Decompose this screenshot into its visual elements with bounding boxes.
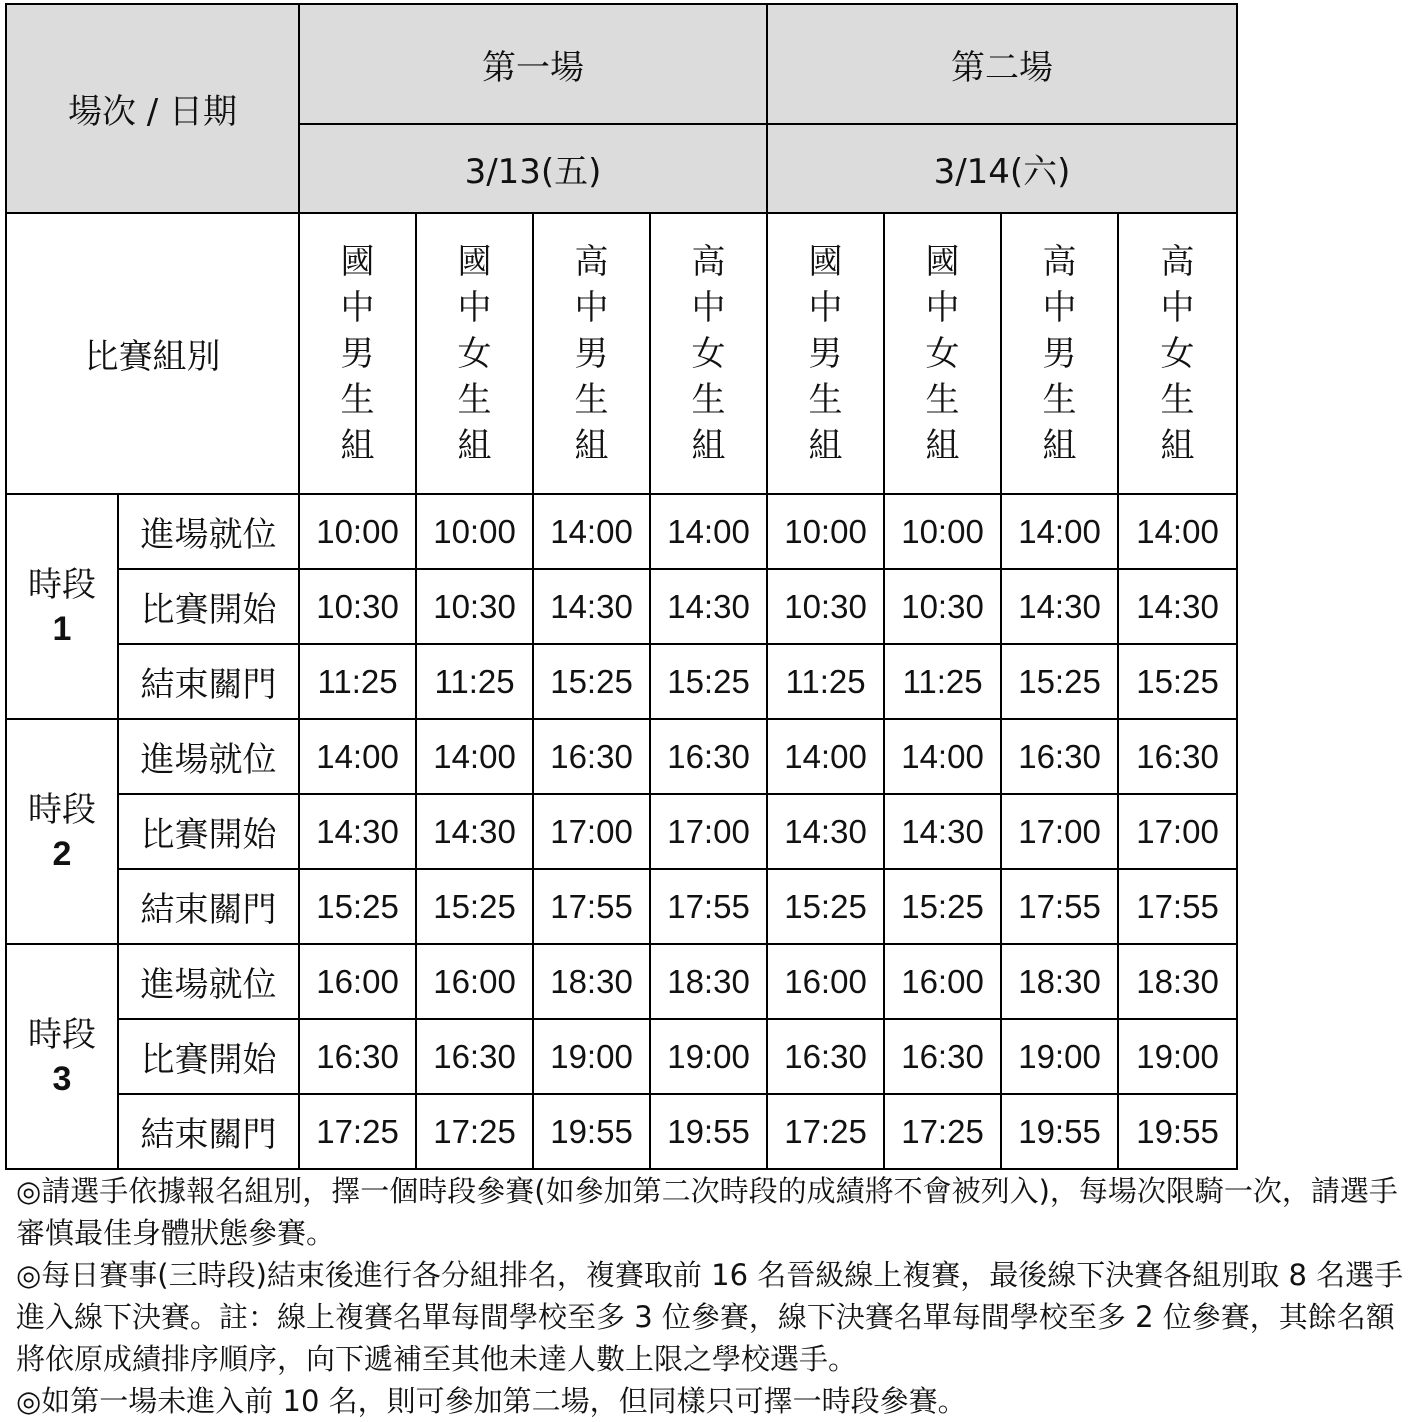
group-name <box>300 239 415 469</box>
time-cell: 14:00 <box>1001 494 1118 569</box>
slot-row <box>6 719 1237 794</box>
group-char: 生 <box>457 379 492 420</box>
group-char: 中 <box>808 287 843 328</box>
time-cell: 19:55 <box>650 1094 767 1169</box>
session-2-date: 3/14(六) <box>767 124 1237 213</box>
slot-row <box>6 1019 1237 1094</box>
time-cell: 16:00 <box>299 944 416 1019</box>
time-cell: 14:00 <box>299 719 416 794</box>
group-col-8 <box>1118 213 1237 494</box>
group-char: 組 <box>1042 425 1077 466</box>
activity-cell: 比賽開始 <box>118 794 299 869</box>
time-cell: 17:25 <box>416 1094 533 1169</box>
time-cell: 16:30 <box>884 1019 1001 1094</box>
time-cell: 14:30 <box>1001 569 1118 644</box>
group-header: 比賽組別 <box>6 213 299 494</box>
time-cell: 17:00 <box>650 794 767 869</box>
slot-row <box>6 644 1237 719</box>
group-name <box>1002 239 1117 469</box>
time-cell: 11:25 <box>884 644 1001 719</box>
group-char: 男 <box>574 333 609 374</box>
group-name <box>534 239 649 469</box>
time-cell: 18:30 <box>650 944 767 1019</box>
time-cell: 15:25 <box>1001 644 1118 719</box>
group-col-3 <box>533 213 650 494</box>
time-cell: 19:00 <box>1001 1019 1118 1094</box>
group-name <box>885 239 1000 469</box>
time-cell: 10:00 <box>299 494 416 569</box>
time-cell: 10:00 <box>767 494 884 569</box>
group-char: 高 <box>1160 241 1195 282</box>
group-char: 中 <box>691 287 726 328</box>
group-char: 組 <box>925 425 960 466</box>
activity-cell: 比賽開始 <box>118 1019 299 1094</box>
time-cell: 15:25 <box>767 869 884 944</box>
time-cell: 11:25 <box>767 644 884 719</box>
time-cell: 16:30 <box>1118 719 1237 794</box>
group-char: 生 <box>925 379 960 420</box>
group-char: 高 <box>574 241 609 282</box>
group-col-1 <box>299 213 416 494</box>
time-cell: 17:55 <box>533 869 650 944</box>
time-cell: 14:00 <box>416 719 533 794</box>
time-cell: 10:30 <box>884 569 1001 644</box>
session-1-date: 3/13(五) <box>299 124 767 213</box>
time-cell: 15:25 <box>650 644 767 719</box>
time-cell: 16:00 <box>416 944 533 1019</box>
session-1-name: 第一場 <box>299 4 767 124</box>
time-cell: 14:00 <box>1118 494 1237 569</box>
group-char: 男 <box>808 333 843 374</box>
time-cell: 14:00 <box>650 494 767 569</box>
time-cell: 17:55 <box>1001 869 1118 944</box>
time-cell: 14:30 <box>650 569 767 644</box>
group-char: 組 <box>691 425 726 466</box>
group-char: 女 <box>457 333 492 374</box>
slot-row <box>6 494 1237 569</box>
activity-cell: 比賽開始 <box>118 569 299 644</box>
time-cell: 16:30 <box>767 1019 884 1094</box>
group-char: 組 <box>340 425 375 466</box>
activity-cell: 進場就位 <box>118 719 299 794</box>
time-cell: 14:30 <box>767 794 884 869</box>
time-cell: 16:30 <box>299 1019 416 1094</box>
group-char: 中 <box>1160 287 1195 328</box>
time-cell: 15:25 <box>299 869 416 944</box>
time-cell: 11:25 <box>416 644 533 719</box>
notes <box>16 1170 1416 1422</box>
activity-cell: 進場就位 <box>118 944 299 1019</box>
slot-label: 時段 <box>28 1014 96 1055</box>
group-char: 男 <box>1042 333 1077 374</box>
group-name <box>768 239 883 469</box>
time-cell: 16:30 <box>650 719 767 794</box>
time-cell: 18:30 <box>1001 944 1118 1019</box>
group-name <box>651 239 766 469</box>
time-cell: 10:00 <box>416 494 533 569</box>
slot-row <box>6 944 1237 1019</box>
group-char: 中 <box>1042 287 1077 328</box>
group-char: 國 <box>808 241 843 282</box>
note-2: ◎每日賽事(三時段)結束後進行各分組排名，複賽取前 16 名晉級線上複賽，最後線下決賽各組別取 8 名選手進入線下決賽。註：線上複賽名單每間學校至多 3 位參賽，線下決賽名單每間學校至多 2 位參賽，其餘名額將依原成績排序順序，向下遞補至其他未達人數上限之學校選手。 <box>16 1258 1404 1376</box>
time-cell: 19:00 <box>1118 1019 1237 1094</box>
slot-row <box>6 869 1237 944</box>
time-cell: 17:55 <box>1118 869 1237 944</box>
time-cell: 16:30 <box>1001 719 1118 794</box>
time-cell: 17:00 <box>533 794 650 869</box>
group-col-5 <box>767 213 884 494</box>
time-cell: 14:00 <box>533 494 650 569</box>
group-char: 中 <box>340 287 375 328</box>
group-char: 生 <box>574 379 609 420</box>
session-2-name: 第二場 <box>767 4 1237 124</box>
slot-label-cell <box>6 944 118 1169</box>
group-char: 女 <box>691 333 726 374</box>
time-cell: 16:30 <box>416 1019 533 1094</box>
group-char: 中 <box>457 287 492 328</box>
time-cell: 14:30 <box>416 794 533 869</box>
time-cell: 17:25 <box>767 1094 884 1169</box>
group-char: 國 <box>457 241 492 282</box>
group-char: 生 <box>1042 379 1077 420</box>
group-name <box>417 239 532 469</box>
activity-cell: 結束關門 <box>118 1094 299 1169</box>
time-cell: 15:25 <box>533 644 650 719</box>
activity-cell: 結束關門 <box>118 869 299 944</box>
group-char: 中 <box>574 287 609 328</box>
group-col-4 <box>650 213 767 494</box>
time-cell: 14:30 <box>299 794 416 869</box>
activity-cell: 結束關門 <box>118 644 299 719</box>
slot-row <box>6 569 1237 644</box>
time-cell: 19:55 <box>1001 1094 1118 1169</box>
time-cell: 19:55 <box>533 1094 650 1169</box>
group-char: 組 <box>808 425 843 466</box>
group-char: 生 <box>340 379 375 420</box>
time-cell: 17:25 <box>884 1094 1001 1169</box>
time-cell: 11:25 <box>299 644 416 719</box>
time-cell: 17:25 <box>299 1094 416 1169</box>
time-cell: 16:30 <box>533 719 650 794</box>
slot-label: 時段 <box>28 789 96 830</box>
group-char: 組 <box>457 425 492 466</box>
slot-number: 3 <box>52 1059 72 1098</box>
time-cell: 15:25 <box>416 869 533 944</box>
time-cell: 19:55 <box>1118 1094 1237 1169</box>
group-char: 高 <box>691 241 726 282</box>
slot-label-cell <box>6 719 118 944</box>
note-3: ◎如第一場未進入前 10 名，則可參加第二場，但同樣只可擇一時段參賽。 <box>16 1384 967 1418</box>
slot-row <box>6 1094 1237 1169</box>
group-char: 組 <box>574 425 609 466</box>
time-cell: 16:00 <box>767 944 884 1019</box>
group-char: 中 <box>925 287 960 328</box>
time-cell: 17:00 <box>1118 794 1237 869</box>
time-cell: 17:00 <box>1001 794 1118 869</box>
group-char: 生 <box>808 379 843 420</box>
time-cell: 10:30 <box>299 569 416 644</box>
time-cell: 17:55 <box>650 869 767 944</box>
group-char: 男 <box>340 333 375 374</box>
activity-cell: 進場就位 <box>118 494 299 569</box>
group-col-2 <box>416 213 533 494</box>
note-1: ◎請選手依據報名組別，擇一個時段參賽(如參加第二次時段的成績將不會被列入)，每場次限騎一次，請選手審慎最佳身體狀態參賽。 <box>16 1174 1398 1250</box>
group-char: 生 <box>1160 379 1195 420</box>
schedule-table <box>5 3 1238 1170</box>
time-cell: 14:30 <box>533 569 650 644</box>
time-cell: 15:25 <box>884 869 1001 944</box>
group-char: 高 <box>1042 241 1077 282</box>
group-col-6 <box>884 213 1001 494</box>
group-char: 組 <box>1160 425 1195 466</box>
time-cell: 18:30 <box>1118 944 1237 1019</box>
slot-number: 1 <box>52 609 72 648</box>
time-cell: 19:00 <box>533 1019 650 1094</box>
group-char: 生 <box>691 379 726 420</box>
group-char: 國 <box>340 241 375 282</box>
time-cell: 19:00 <box>650 1019 767 1094</box>
group-name <box>1119 239 1236 469</box>
time-cell: 14:30 <box>884 794 1001 869</box>
slot-row <box>6 794 1237 869</box>
time-cell: 18:30 <box>533 944 650 1019</box>
slot-label: 時段 <box>28 564 96 605</box>
time-cell: 16:00 <box>884 944 1001 1019</box>
slot-label-cell <box>6 494 118 719</box>
time-cell: 10:30 <box>416 569 533 644</box>
time-cell: 14:30 <box>1118 569 1237 644</box>
session-date-header: 場次 / 日期 <box>6 4 299 213</box>
slot-number: 2 <box>52 834 72 873</box>
group-col-7 <box>1001 213 1118 494</box>
group-char: 女 <box>925 333 960 374</box>
time-cell: 14:00 <box>767 719 884 794</box>
group-char: 國 <box>925 241 960 282</box>
time-cell: 10:00 <box>884 494 1001 569</box>
time-cell: 15:25 <box>1118 644 1237 719</box>
time-cell: 14:00 <box>884 719 1001 794</box>
time-cell: 10:30 <box>767 569 884 644</box>
group-char: 女 <box>1160 333 1195 374</box>
